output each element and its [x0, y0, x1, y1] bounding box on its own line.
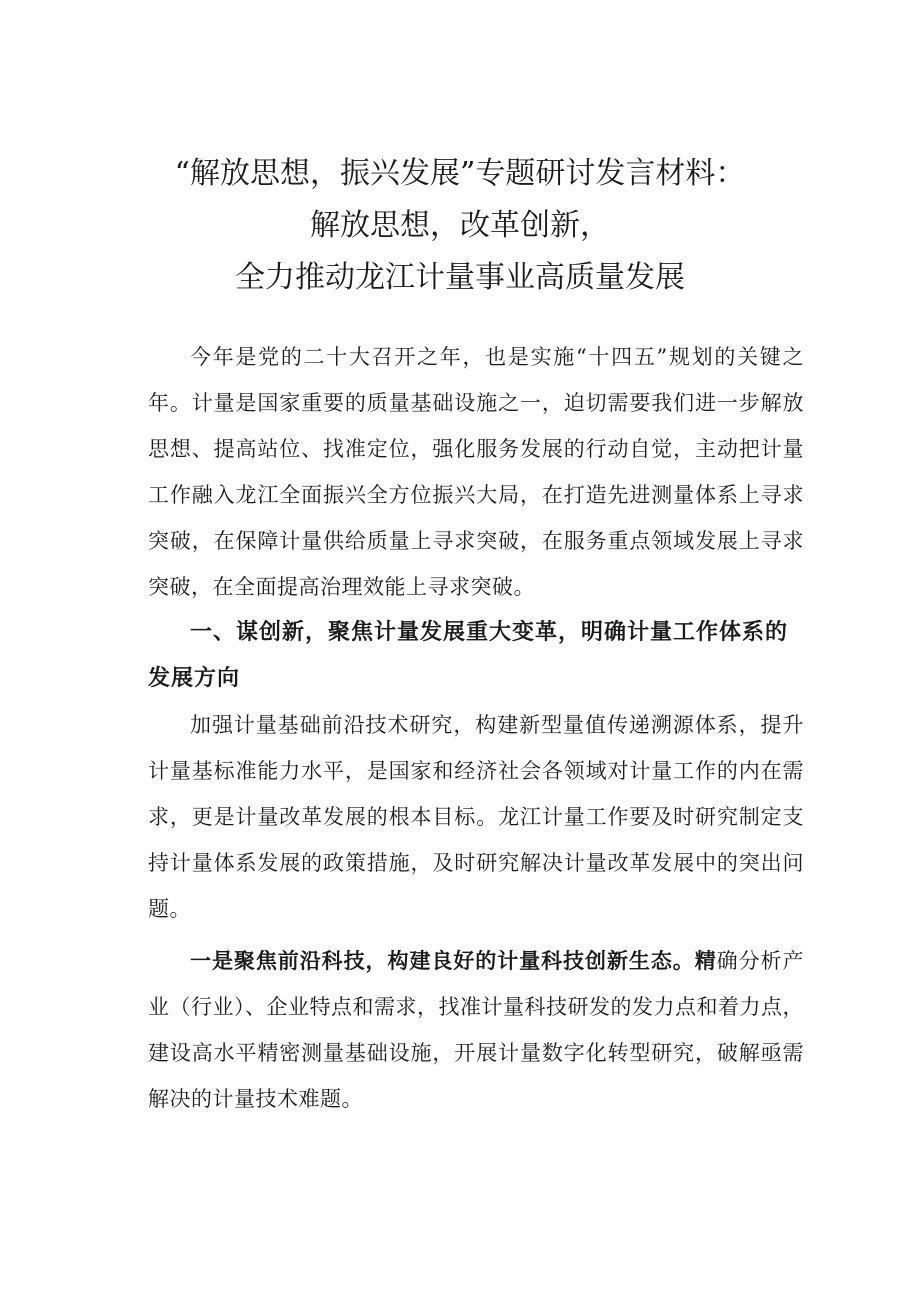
title-line-2: 解放思想，改革创新，	[310, 208, 610, 243]
document-body	[148, 334, 804, 1122]
document-title	[0, 148, 920, 304]
point-1-paragraph	[148, 938, 804, 1122]
section-1-heading: 一、谋创新，聚焦计量发展重大变革，明确计量工作体系的发展方向	[148, 620, 789, 691]
intro-paragraph: 今年是党的二十大召开之年，也是实施“十四五”规划的关键之年。计量是国家重要的质量基础设施之一，迫切需要我们进一步解放思想、提高站位、找准定位，强化服务发展的行动自觉，主动把计量工作融入龙江全面振兴全方位振兴大局，在打造先进测量体系上寻求突破，在保障计量供给质量上寻求突破，在服务重点领域发展上寻求突破，在全面提高治理效能上寻求突破。	[148, 345, 804, 599]
title-line-3: 全力推动龙江计量事业高质量发展	[235, 260, 685, 295]
point-1-lead: 一是聚焦前沿科技，构建良好的计量科技创新生态。精	[190, 949, 717, 973]
section-1-paragraph: 加强计量基础前沿技术研究，构建新型量值传递溯源体系，提升计量基标准能力水平，是国家和经济社会各领域对计量工作的内在需求，更是计量改革发展的根本目标。龙江计量工作要及时研究制定支持计量体系发展的政策措施，及时研究解决计量改革发展中的突出问题。	[148, 713, 804, 921]
point-1-text: 确分析产业（行业）、企业特点和需求，找准计量科技研发的发力点和着力点，建设高水平精密测量基础设施，开展计量数字化转型研究，破解亟需解决的计量技术难题。	[148, 949, 805, 1111]
title-line-1: “解放思想，振兴发展”专题研讨发言材料：	[174, 156, 746, 191]
